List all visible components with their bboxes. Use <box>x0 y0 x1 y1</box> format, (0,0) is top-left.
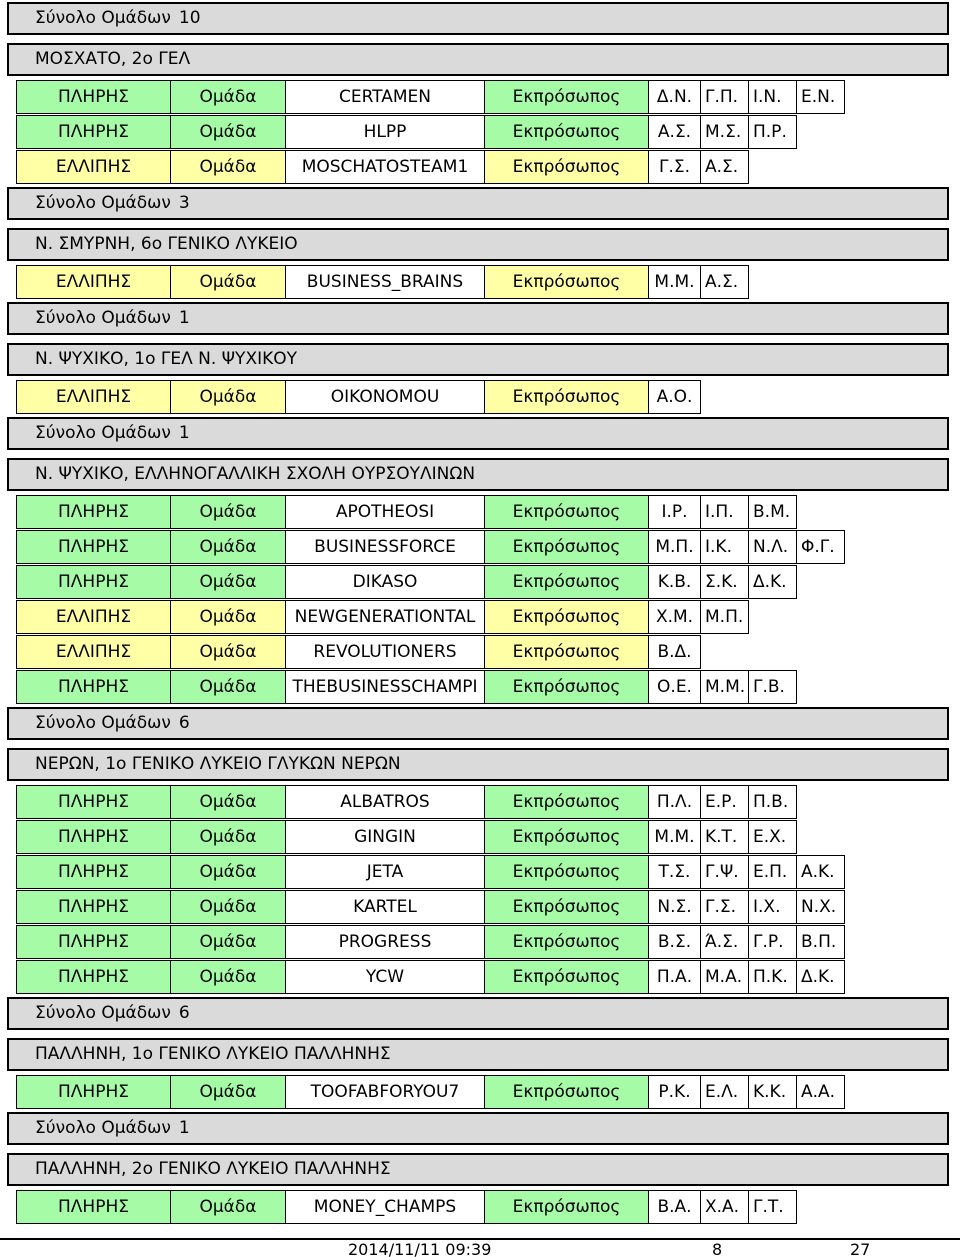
member-initials <box>796 115 845 149</box>
member-initials: Ι.Π. <box>700 495 749 529</box>
team-name: ALBATROS <box>285 785 485 819</box>
member-initials <box>796 1190 845 1224</box>
member-initials: Χ.Α. <box>700 1190 749 1224</box>
team-status: ΕΛΛΙΠΗΣ <box>16 380 171 414</box>
team-name: HLPP <box>285 115 485 149</box>
member-initials <box>796 600 845 634</box>
member-initials <box>796 150 845 184</box>
member-initials: Ε.Ρ. <box>700 785 749 819</box>
team-name: TOOFABFORYOU7 <box>285 1075 485 1109</box>
member-initials: Τ.Σ. <box>648 855 701 889</box>
member-initials: Χ.Μ. <box>648 600 701 634</box>
member-initials: Β.Σ. <box>648 925 701 959</box>
team-row <box>16 265 844 299</box>
member-initials <box>700 380 749 414</box>
team-total-value: 6 <box>178 1003 190 1023</box>
member-initials: Γ.Τ. <box>748 1190 797 1224</box>
team-status: ΕΛΛΙΠΗΣ <box>16 635 171 669</box>
team-row <box>16 855 844 889</box>
team-status: ΠΛΗΡΗΣ <box>16 115 171 149</box>
member-initials <box>796 820 845 854</box>
member-initials <box>748 150 797 184</box>
team-total-bar <box>7 302 949 335</box>
member-initials <box>748 265 797 299</box>
representative-label: Εκπρόσωπος <box>484 150 649 184</box>
team-total-value: 1 <box>178 308 190 328</box>
team-row <box>16 925 844 959</box>
team-row <box>16 1075 844 1109</box>
team-name: PROGRESS <box>285 925 485 959</box>
member-initials: Π.Λ. <box>648 785 701 819</box>
page-footer <box>0 1238 960 1257</box>
school-header: ΜΟΣΧΑΤΟ, 2ο ΓΕΛ <box>7 43 949 76</box>
member-initials: Δ.Κ. <box>748 565 797 599</box>
team-status: ΠΛΗΡΗΣ <box>16 960 171 994</box>
footer-page-number: 8 <box>712 1240 723 1257</box>
team-row <box>16 150 844 184</box>
member-initials: Κ.Τ. <box>700 820 749 854</box>
member-initials: Ε.Χ. <box>748 820 797 854</box>
school-header: Ν. ΨΥΧΙΚΟ, ΕΛΛΗΝΟΓΑΛΛΙΚΗ ΣΧΟΛΗ ΟΥΡΣΟΥΛΙΝΩΝ <box>7 458 949 491</box>
team-name: GINGIN <box>285 820 485 854</box>
member-initials: Γ.Ρ. <box>748 925 797 959</box>
team-label: Ομάδα <box>170 495 286 529</box>
team-total-bar <box>7 997 949 1030</box>
team-label: Ομάδα <box>170 115 286 149</box>
representative-label: Εκπρόσωπος <box>484 265 649 299</box>
member-initials: Ε.Λ. <box>700 1075 749 1109</box>
member-initials <box>748 635 797 669</box>
team-total-bar <box>7 417 949 450</box>
member-initials: Δ.Κ. <box>796 960 845 994</box>
member-initials: Γ.Ψ. <box>700 855 749 889</box>
member-initials: Π.Β. <box>748 785 797 819</box>
representative-label: Εκπρόσωπος <box>484 635 649 669</box>
member-initials: Ε.Π. <box>748 855 797 889</box>
representative-label: Εκπρόσωπος <box>484 600 649 634</box>
team-row <box>16 530 844 564</box>
representative-label: Εκπρόσωπος <box>484 495 649 529</box>
member-initials: Β.Α. <box>648 1190 701 1224</box>
team-status: ΠΛΗΡΗΣ <box>16 855 171 889</box>
representative-label: Εκπρόσωπος <box>484 670 649 704</box>
member-initials: Α.Σ. <box>700 265 749 299</box>
team-row <box>16 890 844 924</box>
team-total-bar <box>7 2 949 35</box>
member-initials: Α.Σ. <box>700 150 749 184</box>
member-initials: Α.Α. <box>796 1075 845 1109</box>
team-name: DIKASO <box>285 565 485 599</box>
member-initials: Α.Κ. <box>796 855 845 889</box>
member-initials: Π.Ρ. <box>748 115 797 149</box>
representative-label: Εκπρόσωπος <box>484 960 649 994</box>
team-label: Ομάδα <box>170 380 286 414</box>
member-initials <box>796 785 845 819</box>
representative-label: Εκπρόσωπος <box>484 1075 649 1109</box>
member-initials: Κ.Κ. <box>748 1075 797 1109</box>
team-status: ΠΛΗΡΗΣ <box>16 670 171 704</box>
team-status: ΠΛΗΡΗΣ <box>16 495 171 529</box>
team-name: BUSINESSFORCE <box>285 530 485 564</box>
representative-label: Εκπρόσωπος <box>484 855 649 889</box>
team-name: THEBUSINESSCHAMPI <box>285 670 485 704</box>
team-total-value: 3 <box>178 193 190 213</box>
team-total-label: Σύνολο Ομάδων <box>35 8 171 28</box>
team-label: Ομάδα <box>170 670 286 704</box>
team-status: ΕΛΛΙΠΗΣ <box>16 265 171 299</box>
team-status: ΕΛΛΙΠΗΣ <box>16 600 171 634</box>
representative-label: Εκπρόσωπος <box>484 1190 649 1224</box>
member-initials: Π.Α. <box>648 960 701 994</box>
representative-label: Εκπρόσωπος <box>484 820 649 854</box>
team-total-value: 1 <box>178 1118 190 1138</box>
representative-label: Εκπρόσωπος <box>484 565 649 599</box>
team-label: Ομάδα <box>170 80 286 114</box>
team-row <box>16 80 844 114</box>
member-initials: Γ.Σ. <box>648 150 701 184</box>
team-total-bar <box>7 187 949 220</box>
team-name: MONEY_CHAMPS <box>285 1190 485 1224</box>
footer-page-count: 27 <box>850 1240 871 1257</box>
member-initials <box>796 265 845 299</box>
member-initials: Π.Κ. <box>748 960 797 994</box>
member-initials <box>796 565 845 599</box>
member-initials: Δ.Ν. <box>648 80 701 114</box>
team-label: Ομάδα <box>170 150 286 184</box>
team-status: ΠΛΗΡΗΣ <box>16 1075 171 1109</box>
team-total-label: Σύνολο Ομάδων <box>35 308 171 328</box>
member-initials: Ν.Σ. <box>648 890 701 924</box>
team-label: Ομάδα <box>170 1075 286 1109</box>
member-initials: Μ.Μ. <box>648 820 701 854</box>
member-initials: Μ.Π. <box>700 600 749 634</box>
member-initials <box>796 495 845 529</box>
team-name: JETA <box>285 855 485 889</box>
member-initials: Β.Δ. <box>648 635 701 669</box>
member-initials <box>796 670 845 704</box>
team-status: ΠΛΗΡΗΣ <box>16 890 171 924</box>
team-label: Ομάδα <box>170 855 286 889</box>
school-header: Ν. ΨΥΧΙΚΟ, 1ο ΓΕΛ Ν. ΨΥΧΙΚΟΥ <box>7 343 949 376</box>
team-total-bar <box>7 1112 949 1145</box>
team-status: ΠΛΗΡΗΣ <box>16 820 171 854</box>
member-initials <box>700 635 749 669</box>
team-label: Ομάδα <box>170 530 286 564</box>
member-initials: Γ.Π. <box>700 80 749 114</box>
member-initials: Φ.Γ. <box>796 530 845 564</box>
team-name: YCW <box>285 960 485 994</box>
member-initials: Μ.Α. <box>700 960 749 994</box>
member-initials: Ι.Ν. <box>748 80 797 114</box>
team-total-bar <box>7 707 949 740</box>
member-initials: Β.Μ. <box>748 495 797 529</box>
team-name: NEWGENERATIONTAL <box>285 600 485 634</box>
team-total-label: Σύνολο Ομάδων <box>35 713 171 733</box>
representative-label: Εκπρόσωπος <box>484 925 649 959</box>
team-name: KARTEL <box>285 890 485 924</box>
representative-label: Εκπρόσωπος <box>484 785 649 819</box>
member-initials: Ν.Λ. <box>748 530 797 564</box>
team-row <box>16 670 844 704</box>
member-initials: Ο.Ε. <box>648 670 701 704</box>
team-status: ΠΛΗΡΗΣ <box>16 925 171 959</box>
team-name: MOSCHATOSTEAM1 <box>285 150 485 184</box>
team-total-label: Σύνολο Ομάδων <box>35 193 171 213</box>
member-initials: Κ.Β. <box>648 565 701 599</box>
team-label: Ομάδα <box>170 925 286 959</box>
member-initials: Α.Σ. <box>648 115 701 149</box>
team-row <box>16 960 844 994</box>
team-status: ΠΛΗΡΗΣ <box>16 530 171 564</box>
team-row <box>16 600 844 634</box>
school-header: ΝΕΡΩΝ, 1ο ΓΕΝΙΚΟ ΛΥΚΕΙΟ ΓΛΥΚΩΝ ΝΕΡΩΝ <box>7 748 949 781</box>
member-initials <box>796 635 845 669</box>
team-label: Ομάδα <box>170 785 286 819</box>
team-total-label: Σύνολο Ομάδων <box>35 423 171 443</box>
member-initials: Ρ.Κ. <box>648 1075 701 1109</box>
school-header: ΠΑΛΛΗΝΗ, 2ο ΓΕΝΙΚΟ ΛΥΚΕΙΟ ΠΑΛΛΗΝΗΣ <box>7 1153 949 1186</box>
member-initials: Ά.Σ. <box>700 925 749 959</box>
team-row <box>16 380 844 414</box>
team-name: REVOLUTIONERS <box>285 635 485 669</box>
representative-label: Εκπρόσωπος <box>484 530 649 564</box>
representative-label: Εκπρόσωπος <box>484 890 649 924</box>
school-header: Ν. ΣΜΥΡΝΗ, 6ο ΓΕΝΙΚΟ ΛΥΚΕΙΟ <box>7 228 949 261</box>
team-label: Ομάδα <box>170 1190 286 1224</box>
team-total-value: 10 <box>178 8 201 28</box>
representative-label: Εκπρόσωπος <box>484 115 649 149</box>
member-initials: Μ.Σ. <box>700 115 749 149</box>
team-name: BUSINESS_BRAINS <box>285 265 485 299</box>
representative-label: Εκπρόσωπος <box>484 380 649 414</box>
school-header: ΠΑΛΛΗΝΗ, 1ο ΓΕΝΙΚΟ ΛΥΚΕΙΟ ΠΑΛΛΗΝΗΣ <box>7 1038 949 1071</box>
team-label: Ομάδα <box>170 265 286 299</box>
team-label: Ομάδα <box>170 890 286 924</box>
member-initials: Γ.Σ. <box>700 890 749 924</box>
member-initials: Ε.Ν. <box>796 80 845 114</box>
member-initials: Ι.Κ. <box>700 530 749 564</box>
team-label: Ομάδα <box>170 635 286 669</box>
team-row <box>16 635 844 669</box>
member-initials: Α.Ο. <box>648 380 701 414</box>
team-status: ΠΛΗΡΗΣ <box>16 1190 171 1224</box>
team-row <box>16 495 844 529</box>
team-total-label: Σύνολο Ομάδων <box>35 1003 171 1023</box>
member-initials: Μ.Μ. <box>648 265 701 299</box>
member-initials: Ι.Χ. <box>748 890 797 924</box>
member-initials <box>796 380 845 414</box>
team-row <box>16 565 844 599</box>
team-label: Ομάδα <box>170 960 286 994</box>
team-status: ΕΛΛΙΠΗΣ <box>16 150 171 184</box>
member-initials: Ν.Χ. <box>796 890 845 924</box>
team-name: APOTHEOSI <box>285 495 485 529</box>
footer-datetime: 2014/11/11 09:39 <box>348 1240 492 1257</box>
member-initials: Μ.Π. <box>648 530 701 564</box>
member-initials: Μ.Μ. <box>700 670 749 704</box>
representative-label: Εκπρόσωπος <box>484 80 649 114</box>
team-status: ΠΛΗΡΗΣ <box>16 565 171 599</box>
member-initials <box>748 380 797 414</box>
team-status: ΠΛΗΡΗΣ <box>16 785 171 819</box>
team-name: CERTAMEN <box>285 80 485 114</box>
team-status: ΠΛΗΡΗΣ <box>16 80 171 114</box>
member-initials: Σ.Κ. <box>700 565 749 599</box>
team-row <box>16 115 844 149</box>
team-label: Ομάδα <box>170 820 286 854</box>
team-total-value: 6 <box>178 713 190 733</box>
member-initials: Β.Π. <box>796 925 845 959</box>
member-initials: Ι.Ρ. <box>648 495 701 529</box>
team-total-label: Σύνολο Ομάδων <box>35 1118 171 1138</box>
team-row <box>16 1190 844 1224</box>
team-label: Ομάδα <box>170 600 286 634</box>
team-row <box>16 785 844 819</box>
member-initials <box>748 600 797 634</box>
team-name: OIKONOMOU <box>285 380 485 414</box>
team-total-value: 1 <box>178 423 190 443</box>
member-initials: Γ.Β. <box>748 670 797 704</box>
team-label: Ομάδα <box>170 565 286 599</box>
team-row <box>16 820 844 854</box>
